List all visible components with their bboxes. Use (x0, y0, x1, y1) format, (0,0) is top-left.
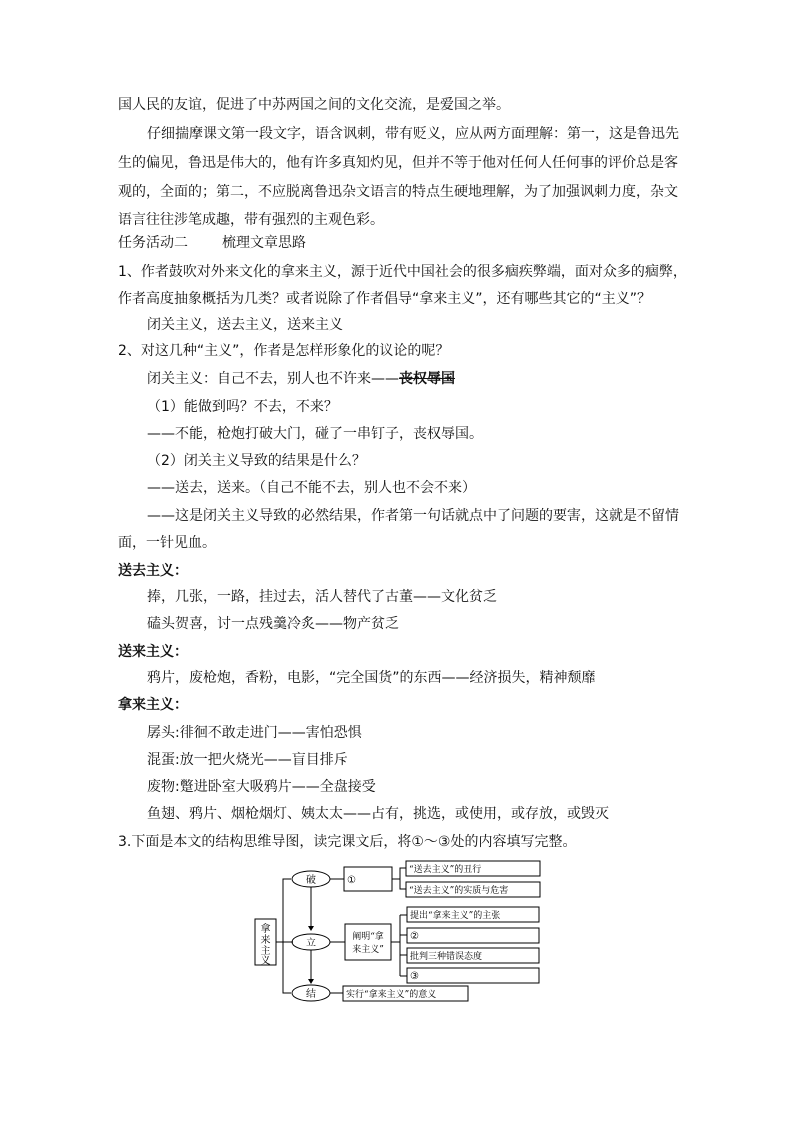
sub-answer-2: ——送去，送来。（自己不能不去，别人也不会不来） (147, 480, 476, 496)
closed-door-conclusion: 面，一针见血。 (118, 535, 216, 551)
mindmap-node-jie-label: 结 (306, 989, 316, 1000)
mindmap-node-po-label: 破 (306, 875, 316, 886)
sub-question-1: （1）能做到吗？不去，不来？ (147, 399, 338, 415)
mindmap-li-label-line: 来主义” (352, 945, 384, 955)
mindmap-connector (276, 879, 291, 942)
paragraph-irony-line: 仔细揣摩课文第一段文字，语含讽刺，带有贬义，应从两方面理解：第一，这是鲁迅先 (147, 126, 679, 142)
paragraph-irony-line: 生的偏见，鲁迅是伟大的，他有许多真知灼见，但并不等于他对任何人任何事的评价总是客 (118, 155, 678, 171)
task-heading-title: 梳理文章思路 (222, 235, 306, 251)
mindmap-root-char: 来 (260, 935, 271, 946)
mindmap-blank-1: ① (347, 875, 356, 886)
mindmap-blank-2: ② (410, 931, 419, 942)
closed-door-line (147, 369, 455, 389)
mindmap-li-item-box (407, 928, 539, 943)
taking-line: 废物:蹩进卧室大吸鸦片——全盘接受 (147, 779, 376, 795)
mindmap-node-li-label: 立 (306, 938, 316, 949)
paragraph-irony-line: 语言往往涉笔成趣，带有强烈的主观色彩。 (118, 212, 384, 228)
paragraph-irony-line: 观的，全面的；第二，不应脱离鲁迅杂文语言的特点生硬地理解，为了加强讽刺力度，杂文 (118, 184, 678, 200)
mindmap-po-item: “送去主义”的丑行 (409, 865, 482, 875)
receiving-line: 鸦片，废枪炮，香粉，电影，“完全国货”的东西——经济损失，精神颓靡 (147, 670, 596, 686)
question-1-line: 作者高度抽象概括为几类？或者说除了作者倡导“拿来主义”，还有哪些其它的“主义”？ (118, 291, 652, 307)
mindmap-connector (392, 868, 406, 889)
mindmap-connector (283, 942, 291, 993)
sending-line: 捧，几张，一路，挂过去，活人替代了古董——文化贫乏 (147, 589, 497, 605)
closed-door-struck-text: 丧权辱国 (399, 371, 455, 387)
mindmap-li-item-box (407, 968, 539, 983)
taking-heading: 拿来主义： (118, 697, 188, 713)
task-heading-label: 任务活动二 (118, 235, 188, 251)
mindmap-arrowhead (308, 979, 314, 984)
mindmap-root-char: 义 (260, 956, 271, 967)
mindmap-blank-3: ③ (410, 971, 419, 982)
taking-line: 孱头:徘徊不敢走进门——害怕恐惧 (147, 725, 362, 741)
taking-line: 混蛋:放一把火烧光——盲目排斥 (147, 752, 348, 768)
mindmap-po-item: “送去主义”的实质与危害 (409, 886, 509, 896)
question-2: 2、对这几种“主义”，作者是怎样形象化的议论的呢？ (118, 343, 450, 359)
sub-question-2: （2）闭关主义导致的结果是什么？ (147, 453, 366, 469)
question-1-line: 1、作者鼓吹对外来文化的拿来主义，源于近代中国社会的很多痼疾弊端，面对众多的痼弊， (118, 264, 687, 280)
sending-heading: 送去主义： (118, 563, 188, 579)
mindmap-root-char: 拿 (260, 924, 271, 935)
receiving-heading: 送来主义： (118, 644, 188, 660)
mindmap-jie-item: 实行“拿来主义”的意义 (346, 990, 437, 1000)
structure-mind-map (240, 858, 550, 1008)
taking-line: 鱼翅、鸦片、烟枪烟灯、姨太太——占有，挑选，或使用，或存放，或毁灭 (147, 806, 609, 822)
closed-door-conclusion: ——这是闭关主义导致的必然结果，作者第一句话就点中了问题的要害，这就是不留情 (147, 508, 679, 524)
mindmap-arrowhead (308, 926, 314, 931)
paragraph-intro-tail: 国人民的友谊，促进了中苏两国之间的文化交流，是爱国之举。 (118, 97, 510, 113)
mindmap-root-char: 主 (260, 946, 271, 957)
sending-line: 磕头贺喜，讨一点残羹冷炙——物产贫乏 (147, 616, 399, 632)
mindmap-li-item: 批判三种错误态度 (410, 952, 483, 962)
answer-1: 闭关主义，送去主义，送来主义 (147, 317, 343, 333)
task-heading (118, 233, 306, 253)
mindmap-li-item: 提出“拿来主义”的主张 (410, 911, 501, 921)
sub-answer-1: ——不能，枪炮打破大门，碰了一串钉子，丧权辱国。 (147, 426, 483, 442)
question-3: 3.下面是本文的结构思维导图，读完课文后，将①～③处的内容填写完整。 (118, 834, 577, 850)
closed-door-text: 闭关主义：自己不去，别人也不许来—— (147, 371, 399, 387)
mindmap-connector (391, 915, 407, 976)
mindmap-li-label-line: 阐明“拿 (352, 932, 384, 942)
